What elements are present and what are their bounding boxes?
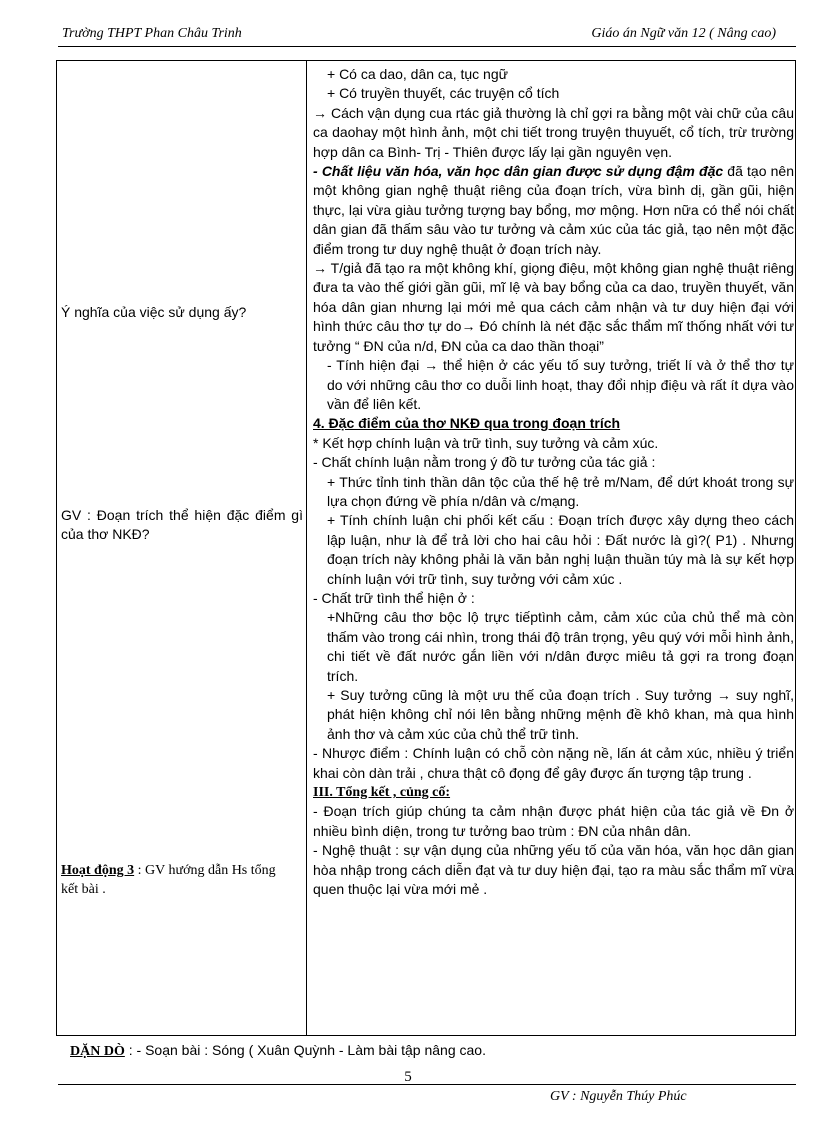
para-van-dung: → Cách vận dụng cua rtác giả thường là chỉ gợi ra bằng một vài chữ của câu ca daohay một hình ảnh, một chi tiết trong truyện thuyuết, cổ tích, trừ trường hợp dân ca Bình- Trị - Thiên được lấy lại gần nguyên vẹn. — [313, 104, 794, 160]
line-truyen-thuyet: + Có truyền thuyết, các truyện cổ tích — [327, 85, 560, 102]
para-nhuoc-diem: - Nhược điểm : Chính luận có chỗ còn nặng nề, lấn át cảm xúc, nhiều ý triển khai còn dàn trải , chưa thật cô đọng để gây được ấn tượng tập trung . — [313, 745, 794, 781]
column-divider — [306, 61, 307, 1035]
homework-label: DẶN DÒ — [70, 1044, 125, 1059]
teacher-name: GV : Nguyễn Thúy Phúc — [550, 1089, 687, 1104]
para-nghe-thuat: - Nghệ thuật : sự vận dụng của những yếu tố của văn hóa, văn học dân gian hòa nhập trong cách diễn đạt và tư duy hiện đại, tạo ra màu sắc thẩm mĩ vừa quen thuộc lại vừa mới mẻ . — [313, 842, 794, 898]
left-activity-3 — [61, 861, 293, 899]
para-ket-cau: + Tính chính luận chi phối kết cấu : Đoạn trích được xây dựng theo cách lập luận, như là để trả lời cho hai câu hỏi : Đất nước là gì?( P1) . Nhưng đoạn trích này không phải là văn bản nghị luận thuần túy mà là sự kết hợp chính luận với trữ tình, suy tưởng với cảm xúc . — [327, 512, 794, 587]
school-name: Trường THPT Phan Châu Trinh — [62, 26, 242, 41]
para-ket-hop: * Kết hợp chính luận và trữ tình, suy tưởng và cảm xúc. — [313, 434, 659, 451]
left-question-1: Ý nghĩa của việc sử dụng ấy? — [61, 304, 247, 320]
right-content — [313, 65, 794, 899]
homework-line — [70, 1042, 486, 1060]
page-footer — [58, 1084, 796, 1104]
homework-text: : - Soạn bài : Sóng ( Xuân Quỳnh - Làm bài tập nâng cao. — [128, 1042, 486, 1058]
lesson-table — [56, 60, 796, 1036]
line-ca-dao: + Có ca dao, dân ca, tục ngữ — [327, 66, 508, 82]
para-chat-chinh-luan: - Chất chính luận nằm trong ý đồ tư tưởng của tác giả : — [313, 454, 656, 471]
para-chat-tru-tinh: - Chất trữ tình thể hiện ở : — [313, 589, 475, 606]
para-suy-tuong: + Suy tưởng cũng là một ưu thế của đoạn trích . Suy tưởng → suy nghĩ, phát hiện không chỉ nói lên bằng những mệnh đề khô khan, mà qua hình ảnh thơ và cảm xúc của chủ thể trữ tình. — [327, 687, 794, 742]
para-chat-lieu-rest: đã tạo nên một không gian nghệ thuật riêng của đoạn trích, vừa bình dị, gần gũi, hiện thực, lại vừa giàu tưởng tượng bay bổng, mơ mộng. Hơn nữa có thể nói chất dân gian đã thấm sâu vào tư tưởng và cảm xúc của tác giả, tạo nên một đặc điểm trong tư duy nghệ thuật ở đoạn trích này. — [313, 163, 795, 257]
para-cau-tho: +Những câu thơ bộc lộ trực tiếptình cảm, cảm xúc của chủ thể mà còn thấm vào trong cái nhìn, trong thái độ trân trọng, yêu quý với mỗi hình ảnh, chi tiết về đất nước gắn liền với n/dân được miêu tả gợi ra trong đoạn trích. — [327, 609, 794, 684]
para-chat-lieu — [313, 162, 794, 259]
heading-tong-ket: III. Tổng kết , củng cố: — [313, 785, 451, 801]
para-khong-khi: → T/giả đã tạo ra một không khí, giọng điệu, một không gian nghệ thuật riêng đưa ta vào thế giới gần gũi, mĩ lệ và bay bổng của ca dao, truyền thuyết, văn hóa dân gian nhưng lại mới mẻ qua cách cảm nhận và tư duy hiện đại với hình thức câu thơ tự do→ Đó chính là nét đặc sắc thẩm mĩ thống nhất với tư tưởng “ ĐN của n/d, ĐN của ca dao thần thoại” — [313, 260, 794, 354]
page-number: 5 — [404, 1069, 412, 1085]
heading-dac-diem: 4. Đặc điểm của thơ NKĐ qua trong đoạn trích — [313, 415, 621, 432]
subject-title: Giáo án Ngữ văn 12 ( Nâng cao) — [591, 26, 776, 41]
para-thuc-tinh: + Thức tỉnh tinh thần dân tộc của thế hệ trẻ m/Nam, để dứt khoát trong sự lựa chọn đứng về phía n/dân và c/mạng. — [327, 473, 794, 509]
activity-label: Hoạt động 3 — [61, 863, 135, 878]
para-chat-lieu-bold: - Chất liệu văn hóa, văn học dân gian được sử dụng đậm đặc — [313, 163, 724, 180]
para-phat-hien: - Đoạn trích giúp chúng ta cảm nhận được phát hiện của tác giả về Đn ở nhiều bình diện, trong tư tưởng bao trùm : ĐN của nhân dân. — [313, 803, 794, 839]
activity-text: : GV hướng dẫn Hs tổng kết bài . — [61, 863, 276, 897]
para-tinh-hien-dai: - Tính hiện đại → thể hiện ở các yếu tố suy tưởng, triết lí và ở thể thơ tự do với những câu thơ co duỗi linh hoạt, thay đổi nhịp điệu và rất ít dựa vào vần để liên kết. — [327, 357, 794, 412]
left-question-2: GV : Đoạn trích thể hiện đặc điểm gì của thơ NKĐ? — [61, 507, 303, 542]
page-header — [58, 26, 796, 47]
